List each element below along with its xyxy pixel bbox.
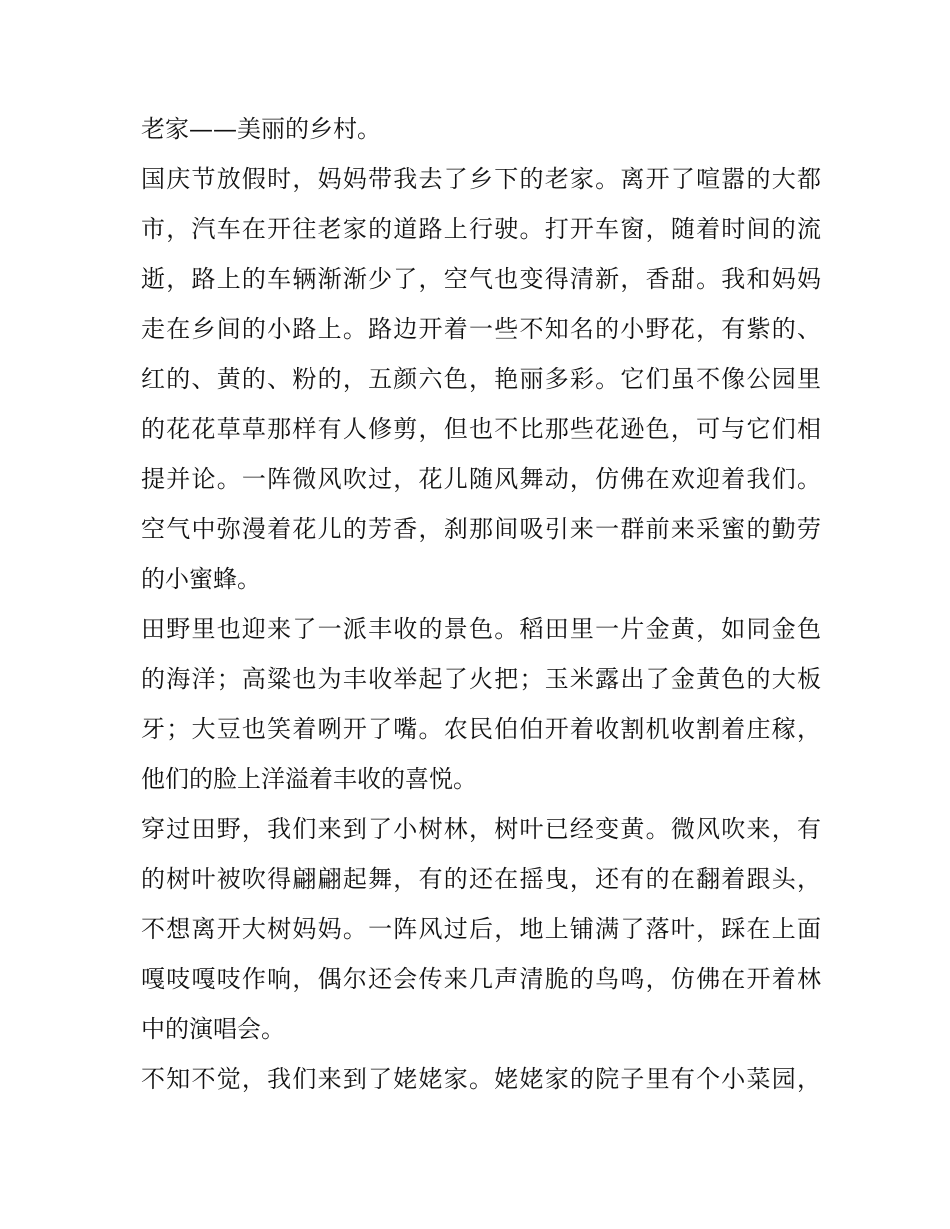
text-line: 空气中弥漫着花儿的芳香，刹那间吸引来一群前来采蜜的勤劳 <box>141 515 821 543</box>
text-line: 不知不觉，我们来到了姥姥家。姥姥家的院子里有个小菜园， <box>141 1065 821 1093</box>
text-line: 的花花草草那样有人修剪，但也不比那些花逊色，可与它们相 <box>141 415 821 443</box>
text-line: 不想离开大树妈妈。一阵风过后，地上铺满了落叶，踩在上面 <box>141 915 821 943</box>
text-line: 市，汽车在开往老家的道路上行驶。打开车窗，随着时间的流 <box>141 215 821 243</box>
text-line: 的海洋；高粱也为丰收举起了火把；玉米露出了金黄色的大板 <box>141 665 821 693</box>
text-line: 国庆节放假时，妈妈带我去了乡下的老家。离开了喧嚣的大都 <box>141 165 821 193</box>
essay-title: 老家——美丽的乡村。 <box>141 115 381 143</box>
text-line: 的小蜜蜂。 <box>141 565 261 593</box>
text-line: 红的、黄的、粉的，五颜六色，艳丽多彩。它们虽不像公园里 <box>141 365 821 393</box>
text-line: 牙；大豆也笑着咧开了嘴。农民伯伯开着收割机收割着庄稼， <box>141 715 821 743</box>
text-line: 穿过田野，我们来到了小树林，树叶已经变黄。微风吹来，有 <box>141 815 821 843</box>
text-line: 提并论。一阵微风吹过，花儿随风舞动，仿佛在欢迎着我们。 <box>141 465 821 493</box>
text-line: 逝，路上的车辆渐渐少了，空气也变得清新，香甜。我和妈妈 <box>141 265 821 293</box>
text-line: 他们的脸上洋溢着丰收的喜悦。 <box>141 765 477 793</box>
text-line: 嘎吱嘎吱作响，偶尔还会传来几声清脆的鸟鸣，仿佛在开着林 <box>141 965 821 993</box>
text-line: 走在乡间的小路上。路边开着一些不知名的小野花，有紫的、 <box>141 315 821 343</box>
text-line: 田野里也迎来了一派丰收的景色。稻田里一片金黄，如同金色 <box>141 615 821 643</box>
text-line: 的树叶被吹得翩翩起舞，有的还在摇曳，还有的在翻着跟头， <box>141 865 821 893</box>
essay-text <box>141 104 821 1104</box>
text-line: 中的演唱会。 <box>141 1015 285 1043</box>
